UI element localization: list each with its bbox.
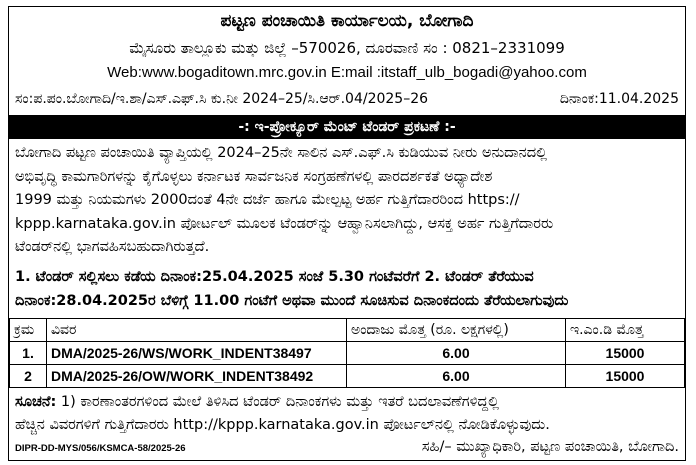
notice-footer <box>15 439 679 459</box>
note-text: 1) ಕಾರಣಾಂತರಗಳಿಂದ ಮೇಲೆ ತಿಳಿಸಿದ ಟೆಂಡರ್ ದಿನಾಂಕಗಳು ಮತ್ತು ಇತರೆ ಬದಲಾವಣೆಗಳಿದ್ದಲ್ಲಿ <box>56 394 500 410</box>
note-label: ಸೂಚನೆ: <box>15 394 57 410</box>
note-line-1 <box>15 391 679 414</box>
opening-date: ದಿನಾಂಕ:28.04.2025ರ ಬೆಳಿಗ್ಗೆ 11.00 <box>15 292 240 309</box>
table-row <box>10 365 685 388</box>
schedule-text: ಗಂಟೆವರೆಗೆ 2. ಟೆಂಡರ್ ತೆರೆಯುವ <box>364 269 534 285</box>
work-indent: DMA/2025-26/WS/WORK_INDENT38497 <box>47 342 347 365</box>
notice-date: ದಿನಾಂಕ:11.04.2025 <box>559 91 679 107</box>
notice-note <box>15 391 679 437</box>
tender-notice <box>8 6 686 461</box>
emd-amount: 15000 <box>566 342 685 365</box>
submission-deadline: ದಿನಾಂಕ:25.04.2025 ಸಂಜೆ 5.30 <box>160 269 365 285</box>
row-number: 2 <box>10 365 47 388</box>
work-indent: DMA/2025-26/OW/WORK_INDENT38492 <box>47 365 347 388</box>
signature-line: ಸಹಿ/– ಮುಖ್ಯಾಧಿಕಾರಿ, ಪಟ್ಟಣ ಪಂಚಾಯಿತಿ, ಬೋಗಾದಿ. <box>421 439 679 455</box>
estimated-amount: 6.00 <box>347 342 566 365</box>
body-line: ಬೋಗಾದಿ ಪಟ್ಟಣ ಪಂಚಾಯಿತಿ ವ್ಯಾಪ್ತಿಯಲ್ಲಿ 2024–25ನೇ ಸಾಲಿನ ಎಸ್.ಎಫ್.ಸಿ ಕುಡಿಯುವ ನೀರು ಅನುದಾನದಲ್ಲಿ <box>15 145 548 161</box>
emd-amount: 15000 <box>566 365 685 388</box>
tender-table <box>9 318 685 388</box>
schedule-text: ಗಂಟೆಗೆ ಅಥವಾ ಮುಂದೆ ಸೂಚಿಸುವ ದಿನಾಂಕದಂದು ತೆರೆಯಲಾಗುವುದು <box>239 292 569 309</box>
col-header-amount: ಅಂದಾಜು ಮೊತ್ತ (ರೂ. ಲಕ್ಷಗಳಲ್ಲಿ) <box>347 319 566 342</box>
table-header-row <box>10 319 685 342</box>
body-line: ಟೆಂಡರ್‌ನಲ್ಲಿ ಭಾಗವಹಿಸಬಹುದಾಗಿರುತ್ತದೆ. <box>15 239 210 256</box>
tender-schedule <box>15 266 679 313</box>
reference-number: ಸಂ:ಪ.ಪಂ.ಬೋಗಾದಿ/ಇ.ಶಾ/ಎಸ್.ಎಫ್.ಸಿ ಕು.ನೀ 2024–25/ಸಿ.ಆರ್.04/2025–26 <box>15 91 429 107</box>
col-header-emd: ಇ.ಎಂ.ಡಿ ಮೊತ್ತ <box>566 319 685 342</box>
schedule-text: 1. ಟೆಂಡರ್ ಸಲ್ಲಿಸಲು ಕಡೆಯ <box>15 269 161 285</box>
row-number: 1. <box>10 342 47 365</box>
office-title: ಪಟ್ಟಣ ಪಂಚಾಯಿತಿ ಕಾರ್ಯಾಲಯ, ಬೋಗಾದಿ <box>220 11 474 31</box>
body-line: 1999 ಮತ್ತು ನಿಯಮಗಳು 2000ದಂತೆ 4ನೇ ದರ್ಜೆ ಹಾಗೂ ಮೇಲ್ಪಟ್ಟ ಅರ್ಹ ಗುತ್ತಿಗೆದಾರರಿಂದ https:// <box>15 192 520 209</box>
body-line: kppp.karnataka.gov.in ಪೋರ್ಟಲ್ ಮೂಲಕ ಟೆಂಡರ್‌ನ್ನು ಆಹ್ವಾನಿಸಲಾಗಿದ್ದು, ಆಸಕ್ತ ಅರ್ಹ ಗುತ್ತಿಗೆದಾರರು <box>15 215 554 232</box>
col-header-sl: ಕ್ರಮ <box>10 319 47 342</box>
col-header-details: ವಿವರ <box>47 319 347 342</box>
web-email-line: Web:www.bogaditown.mrc.gov.in E:mail :itstaff_ulb_bogadi@yahoo.com <box>107 64 587 81</box>
schedule-line-2 <box>15 290 679 314</box>
office-address: ಮೈಸೂರು ತಾಲ್ಲೂಕು ಮತ್ತು ಜಿಲ್ಲೆ –570026, ದೂರವಾಣಿ ಸಂ : 0821–2331099 <box>129 39 565 57</box>
reference-row <box>9 91 685 107</box>
table-row <box>10 342 685 365</box>
note-line-2: ಹೆಚ್ಚಿನ ವಿವರಗಳಿಗೆ ಗುತ್ತಿಗೆದಾರರು http://kppp.karnataka.gov.in ಪೋರ್ಟಲ್‌ನಲ್ಲಿ ನೋಡಿಕೊಳ್ಳುವುದು. <box>15 417 550 433</box>
estimated-amount: 6.00 <box>347 365 566 388</box>
notice-body <box>15 142 679 260</box>
body-line: ಅಭಿವೃದ್ಧಿ ಕಾಮಗಾರಿಗಳನ್ನು ಕೈಗೊಳ್ಳಲು ಕರ್ನಾಟಕ ಸಾರ್ವಜನಿಕ ಸಂಗ್ರಹಣೆಗಳಲ್ಲಿ ಪಾರದರ್ಶಕತೆ ಅಧ್ಯಾದೇಶ <box>15 168 493 185</box>
schedule-line-1 <box>15 266 679 290</box>
notice-banner: -: ಇ-ಪ್ರೋಕ್ಯೂರ್ ಮೆಂಟ್ ಟೆಂಡರ್ ಪ್ರಕಟಣೆ :- <box>9 115 685 139</box>
dipr-reference: DIPR-DD-MYS/056/KSMCA-58/2025-26 <box>15 443 186 454</box>
